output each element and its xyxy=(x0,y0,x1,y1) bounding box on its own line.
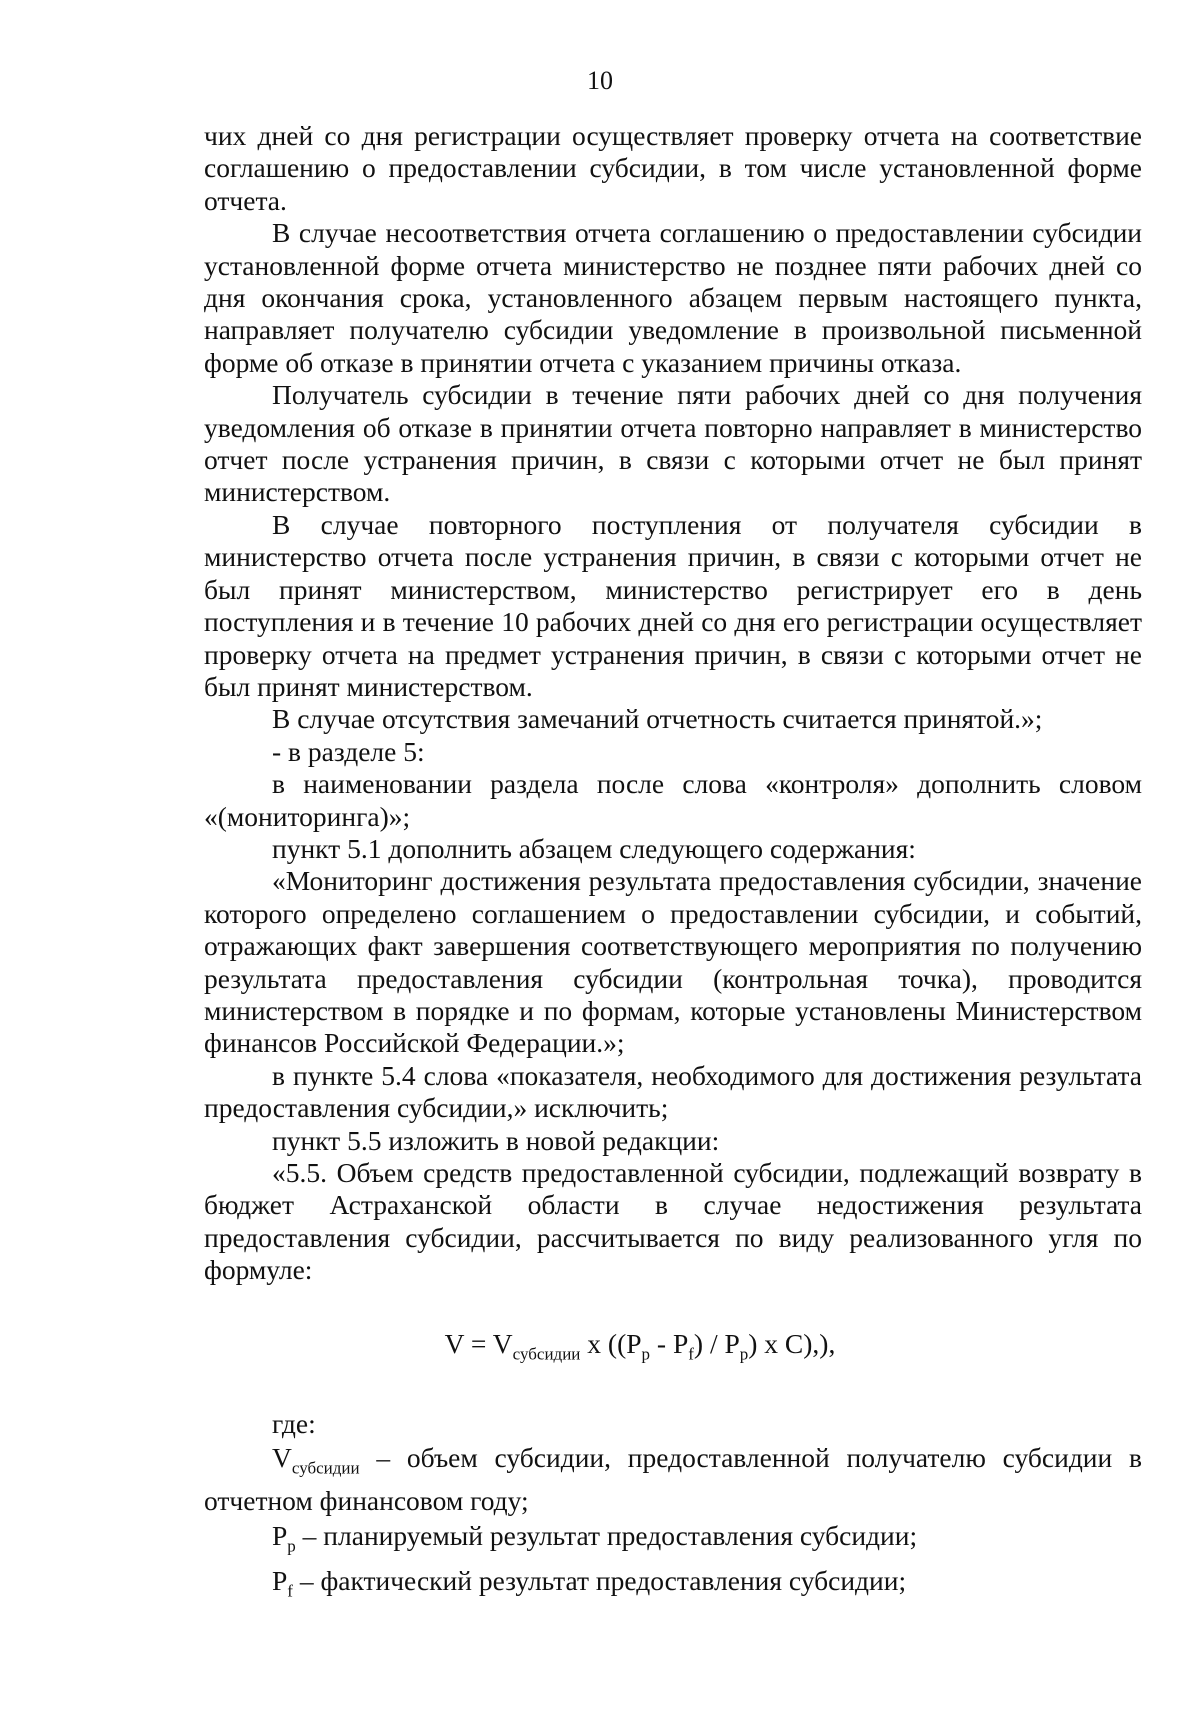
symbol-sub: p xyxy=(287,1536,296,1556)
symbol: P xyxy=(272,1564,288,1596)
formula-sub: субсидии xyxy=(512,1344,581,1364)
symbol: P xyxy=(272,1519,288,1551)
formula-part: ) x C),), xyxy=(748,1328,836,1359)
formula-sub: p xyxy=(739,1344,749,1364)
paragraph: «Мониторинг достижения результата предоставления субсидии, значение которого определено соглашением о предоставлении субсидии, и событий, отражающих факт завершения соответствующего мероприятия по получению результата предоставления субсидии (контрольная точка), проводится министерством в порядке и по формам, которые установлены Министерством финансов Российской Федерации.»; xyxy=(204,865,1142,1059)
definition-v xyxy=(204,1442,1142,1517)
definition-text: – планируемый результат предоставления субсидии; xyxy=(295,1519,918,1551)
formula-sub: p xyxy=(641,1344,651,1364)
where-label: где: xyxy=(272,1408,316,1439)
formula-part: ) / P xyxy=(693,1328,740,1359)
definition-pf xyxy=(204,1565,1142,1608)
paragraph: «5.5. Объем средств предоставленной субсидии, подлежащий возврату в бюджет Астраханской области в случае недостижения результата предоставления субсидии, рассчитывается по виду реализованного угля по формуле: xyxy=(204,1157,1142,1286)
symbol-sub: субсидии xyxy=(291,1458,360,1478)
paragraph: Получатель субсидии в течение пяти рабочих дней со дня получения уведомления об отказе в принятии отчета повторно направляет в министерство отчет после устранения причин, в связи с которыми отчет не был принят министерством. xyxy=(204,379,1142,508)
paragraph: пункт 5.5 изложить в новой редакции: xyxy=(272,1124,720,1156)
formula-lhs: V = V xyxy=(444,1328,513,1359)
definition-text: – объем субсидии, предоставленной получателю субсидии в отчетном финансовом году; xyxy=(204,1442,1142,1517)
paragraph: - в разделе 5: xyxy=(272,735,425,767)
formula xyxy=(0,1328,1200,1365)
body-text xyxy=(204,120,1142,1287)
definition-text: – фактический результат предоставления субсидии; xyxy=(292,1564,907,1596)
formula-part: x ((P xyxy=(580,1328,642,1359)
definition-pp xyxy=(204,1520,1142,1563)
formula-part: - P xyxy=(650,1328,689,1359)
symbol-sub: f xyxy=(287,1581,293,1601)
page-number: 10 xyxy=(587,66,613,95)
paragraph: В случае несоответствия отчета соглашению о предоставлении субсидии установленной форме отчета министерство не позднее пяти рабочих дней со дня окончания срока, установленного абзацем первым настоящего пункта, направляет получателю субсидии уведомление в произвольной письменной форме об отказе в принятии отчета с указанием причины отказа. xyxy=(204,217,1142,378)
formula-sub: f xyxy=(688,1344,694,1364)
definitions xyxy=(204,1408,1142,1610)
paragraph: пункт 5.1 дополнить абзацем следующего содержания: xyxy=(272,832,916,864)
paragraph: В случае отсутствия замечаний отчетность считается принятой.»; xyxy=(272,703,1043,735)
paragraph: чих дней со дня регистрации осуществляет проверку отчета на соответствие соглашению о предоставлении субсидии, в том числе установленной форме отчета. xyxy=(204,120,1142,216)
paragraph: В случае повторного поступления от получателя субсидии в министерство отчета после устранения причин, в связи с которыми отчет не был принят министерством, министерство регистрирует его в день поступления и в течение 10 рабочих дней со дня его регистрации осуществляет проверку отчета на предмет устранения причин, в связи с которыми отчет не был принят министерством. xyxy=(204,508,1142,702)
paragraph: в пункте 5.4 слова «показателя, необходимого для достижения результата предоставления субсидии,» исключить; xyxy=(204,1059,1142,1124)
symbol: V xyxy=(272,1442,292,1474)
paragraph: в наименовании раздела после слова «контроля» дополнить словом «(мониторинга)»; xyxy=(204,768,1142,832)
